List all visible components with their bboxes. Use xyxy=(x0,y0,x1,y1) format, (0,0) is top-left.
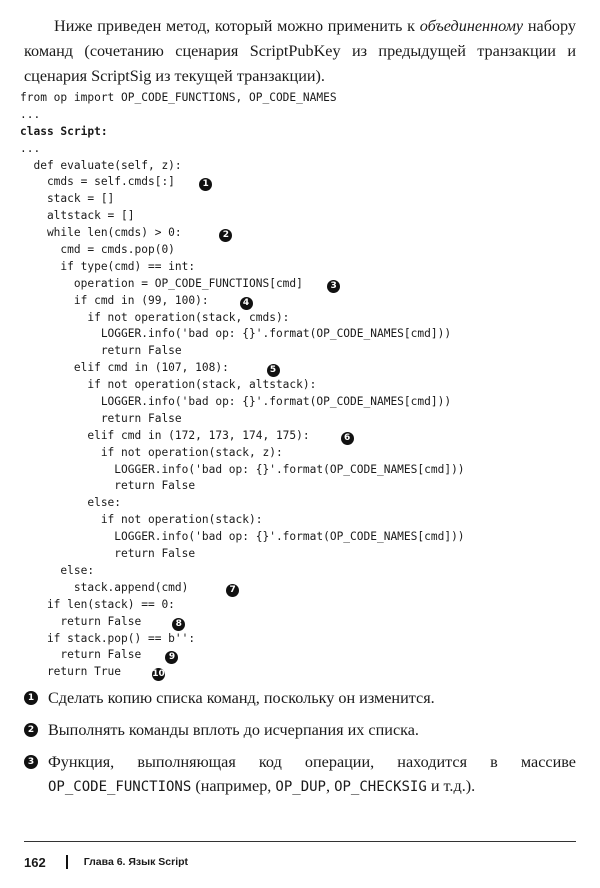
code-line xyxy=(20,411,580,428)
code-line xyxy=(20,124,580,141)
code-line xyxy=(20,141,580,158)
code-line xyxy=(20,445,580,462)
code-line xyxy=(20,208,580,225)
intro-text-2: набору команд (сочетанию сценария ScriptPubKey из предыдущей транзакции и сценария ScriptSig из текущей транзакции). xyxy=(24,17,576,85)
note-1-text: Сделать копию списка команд, поскольку он изменится. xyxy=(48,689,435,707)
code-line xyxy=(20,107,580,124)
code-text: stack = [] xyxy=(20,192,115,206)
callout-marker: 10 xyxy=(152,669,165,680)
code-text: cmd = cmds.pop(0) xyxy=(20,243,175,257)
code-text: altstack = [] xyxy=(20,209,135,223)
note-3-text xyxy=(48,750,576,799)
code-text: def evaluate(self, z): xyxy=(20,158,182,172)
note-1 xyxy=(24,686,576,710)
code-line xyxy=(20,647,580,664)
code-text: elif cmd in (172, 173, 174, 175): xyxy=(20,428,310,442)
code-text: if not operation(stack): xyxy=(20,513,263,527)
intro-paragraph xyxy=(24,14,576,89)
callout-marker-2: 2 xyxy=(24,723,38,737)
code-line xyxy=(20,428,580,445)
code-line xyxy=(20,225,580,242)
code-line xyxy=(20,242,580,259)
code-text: operation = OP_CODE_FUNCTIONS[cmd] xyxy=(20,276,303,290)
code-line xyxy=(20,512,580,529)
code-line xyxy=(20,614,580,631)
code-text: LOGGER.info('bad op: {}'.format(OP_CODE_NAMES[cmd])) xyxy=(20,530,465,544)
code-text: if cmd in (99, 100): xyxy=(20,293,209,307)
code-line xyxy=(20,529,580,546)
code-line xyxy=(20,310,580,327)
callout-marker: 3 xyxy=(327,280,340,293)
code-line xyxy=(20,478,580,495)
code-text: ... xyxy=(20,141,41,155)
code-text: return False xyxy=(20,479,196,493)
code-line xyxy=(20,158,580,175)
code-line xyxy=(20,377,580,394)
code-line xyxy=(20,546,580,563)
callout-marker: 5 xyxy=(267,364,280,377)
note-3-code-op-code-functions: OP_CODE_FUNCTIONS xyxy=(48,779,192,795)
page-footer xyxy=(24,852,188,872)
code-line xyxy=(20,631,580,648)
code-text: if not operation(stack, cmds): xyxy=(20,310,290,324)
code-text: while len(cmds) > 0: xyxy=(20,226,182,240)
code-line xyxy=(20,495,580,512)
note-3-text-mid: (например, xyxy=(191,777,276,795)
code-text: class Script: xyxy=(20,124,108,138)
chapter-title: Глава 6. Язык Script xyxy=(83,856,189,868)
code-text: else: xyxy=(20,563,95,577)
callout-marker: 6 xyxy=(341,432,354,445)
note-3-code-op-checksig: OP_CHECKSIG xyxy=(334,779,427,795)
code-line xyxy=(20,360,580,377)
code-line xyxy=(20,343,580,360)
code-line xyxy=(20,597,580,614)
code-line xyxy=(20,174,580,191)
code-text: return False xyxy=(20,344,182,358)
code-line xyxy=(20,90,580,107)
callout-marker-3: 3 xyxy=(24,755,38,769)
page-number: 162 xyxy=(24,854,46,870)
code-text: LOGGER.info('bad op: {}'.format(OP_CODE_NAMES[cmd])) xyxy=(20,327,452,341)
note-3 xyxy=(24,750,576,799)
code-line xyxy=(20,276,580,293)
code-line xyxy=(20,394,580,411)
code-line xyxy=(20,293,580,310)
callout-marker: 9 xyxy=(165,651,178,664)
code-text: stack.append(cmd) xyxy=(20,580,189,594)
callout-marker: 7 xyxy=(226,584,239,597)
code-text: return True xyxy=(20,665,122,679)
code-line xyxy=(20,563,580,580)
code-text: if stack.pop() == b'': xyxy=(20,631,196,645)
code-line xyxy=(20,664,580,681)
code-line xyxy=(20,191,580,208)
code-line xyxy=(20,580,580,597)
code-text: cmds = self.cmds[:] xyxy=(20,175,175,189)
footer-separator xyxy=(66,855,68,869)
code-text: from op import OP_CODE_FUNCTIONS, OP_CODE_NAMES xyxy=(20,91,337,104)
footer-rule xyxy=(24,841,576,842)
code-text: LOGGER.info('bad op: {}'.format(OP_CODE_NAMES[cmd])) xyxy=(20,395,452,409)
code-text: if type(cmd) == int: xyxy=(20,259,196,273)
code-line xyxy=(20,326,580,343)
callout-marker: 1 xyxy=(199,178,212,191)
note-3-text-after: и т.д.). xyxy=(426,777,476,795)
intro-emphasis: объединенному xyxy=(419,17,524,35)
code-text: return False xyxy=(20,547,196,561)
callout-marker: 8 xyxy=(172,618,185,631)
callout-marker: 2 xyxy=(219,229,232,242)
code-text: return False xyxy=(20,411,182,425)
code-text: if not operation(stack, altstack): xyxy=(20,378,317,392)
callout-marker: 4 xyxy=(240,297,253,310)
intro-text-1: Ниже приведен метод, который можно применить к xyxy=(54,17,420,35)
callout-marker-1: 1 xyxy=(24,691,38,705)
note-3-text-before: Функция, выполняющая код операции, находится в массиве xyxy=(48,753,576,771)
code-line xyxy=(20,259,580,276)
code-text: ... xyxy=(20,107,41,121)
code-text: return False xyxy=(20,648,142,662)
code-text: return False xyxy=(20,614,142,628)
code-text: else: xyxy=(20,496,122,510)
code-text: LOGGER.info('bad op: {}'.format(OP_CODE_NAMES[cmd])) xyxy=(20,462,465,476)
code-listing xyxy=(20,90,580,681)
code-text: elif cmd in (107, 108): xyxy=(20,361,229,375)
code-line xyxy=(20,462,580,479)
note-3-text-sep: , xyxy=(325,777,335,795)
note-2-text: Выполнять команды вплоть до исчерпания их списка. xyxy=(48,721,419,739)
code-text: if len(stack) == 0: xyxy=(20,597,175,611)
callout-notes xyxy=(24,686,576,807)
code-text: if not operation(stack, z): xyxy=(20,445,283,459)
note-2 xyxy=(24,718,576,742)
note-3-code-op-dup: OP_DUP xyxy=(275,779,326,795)
